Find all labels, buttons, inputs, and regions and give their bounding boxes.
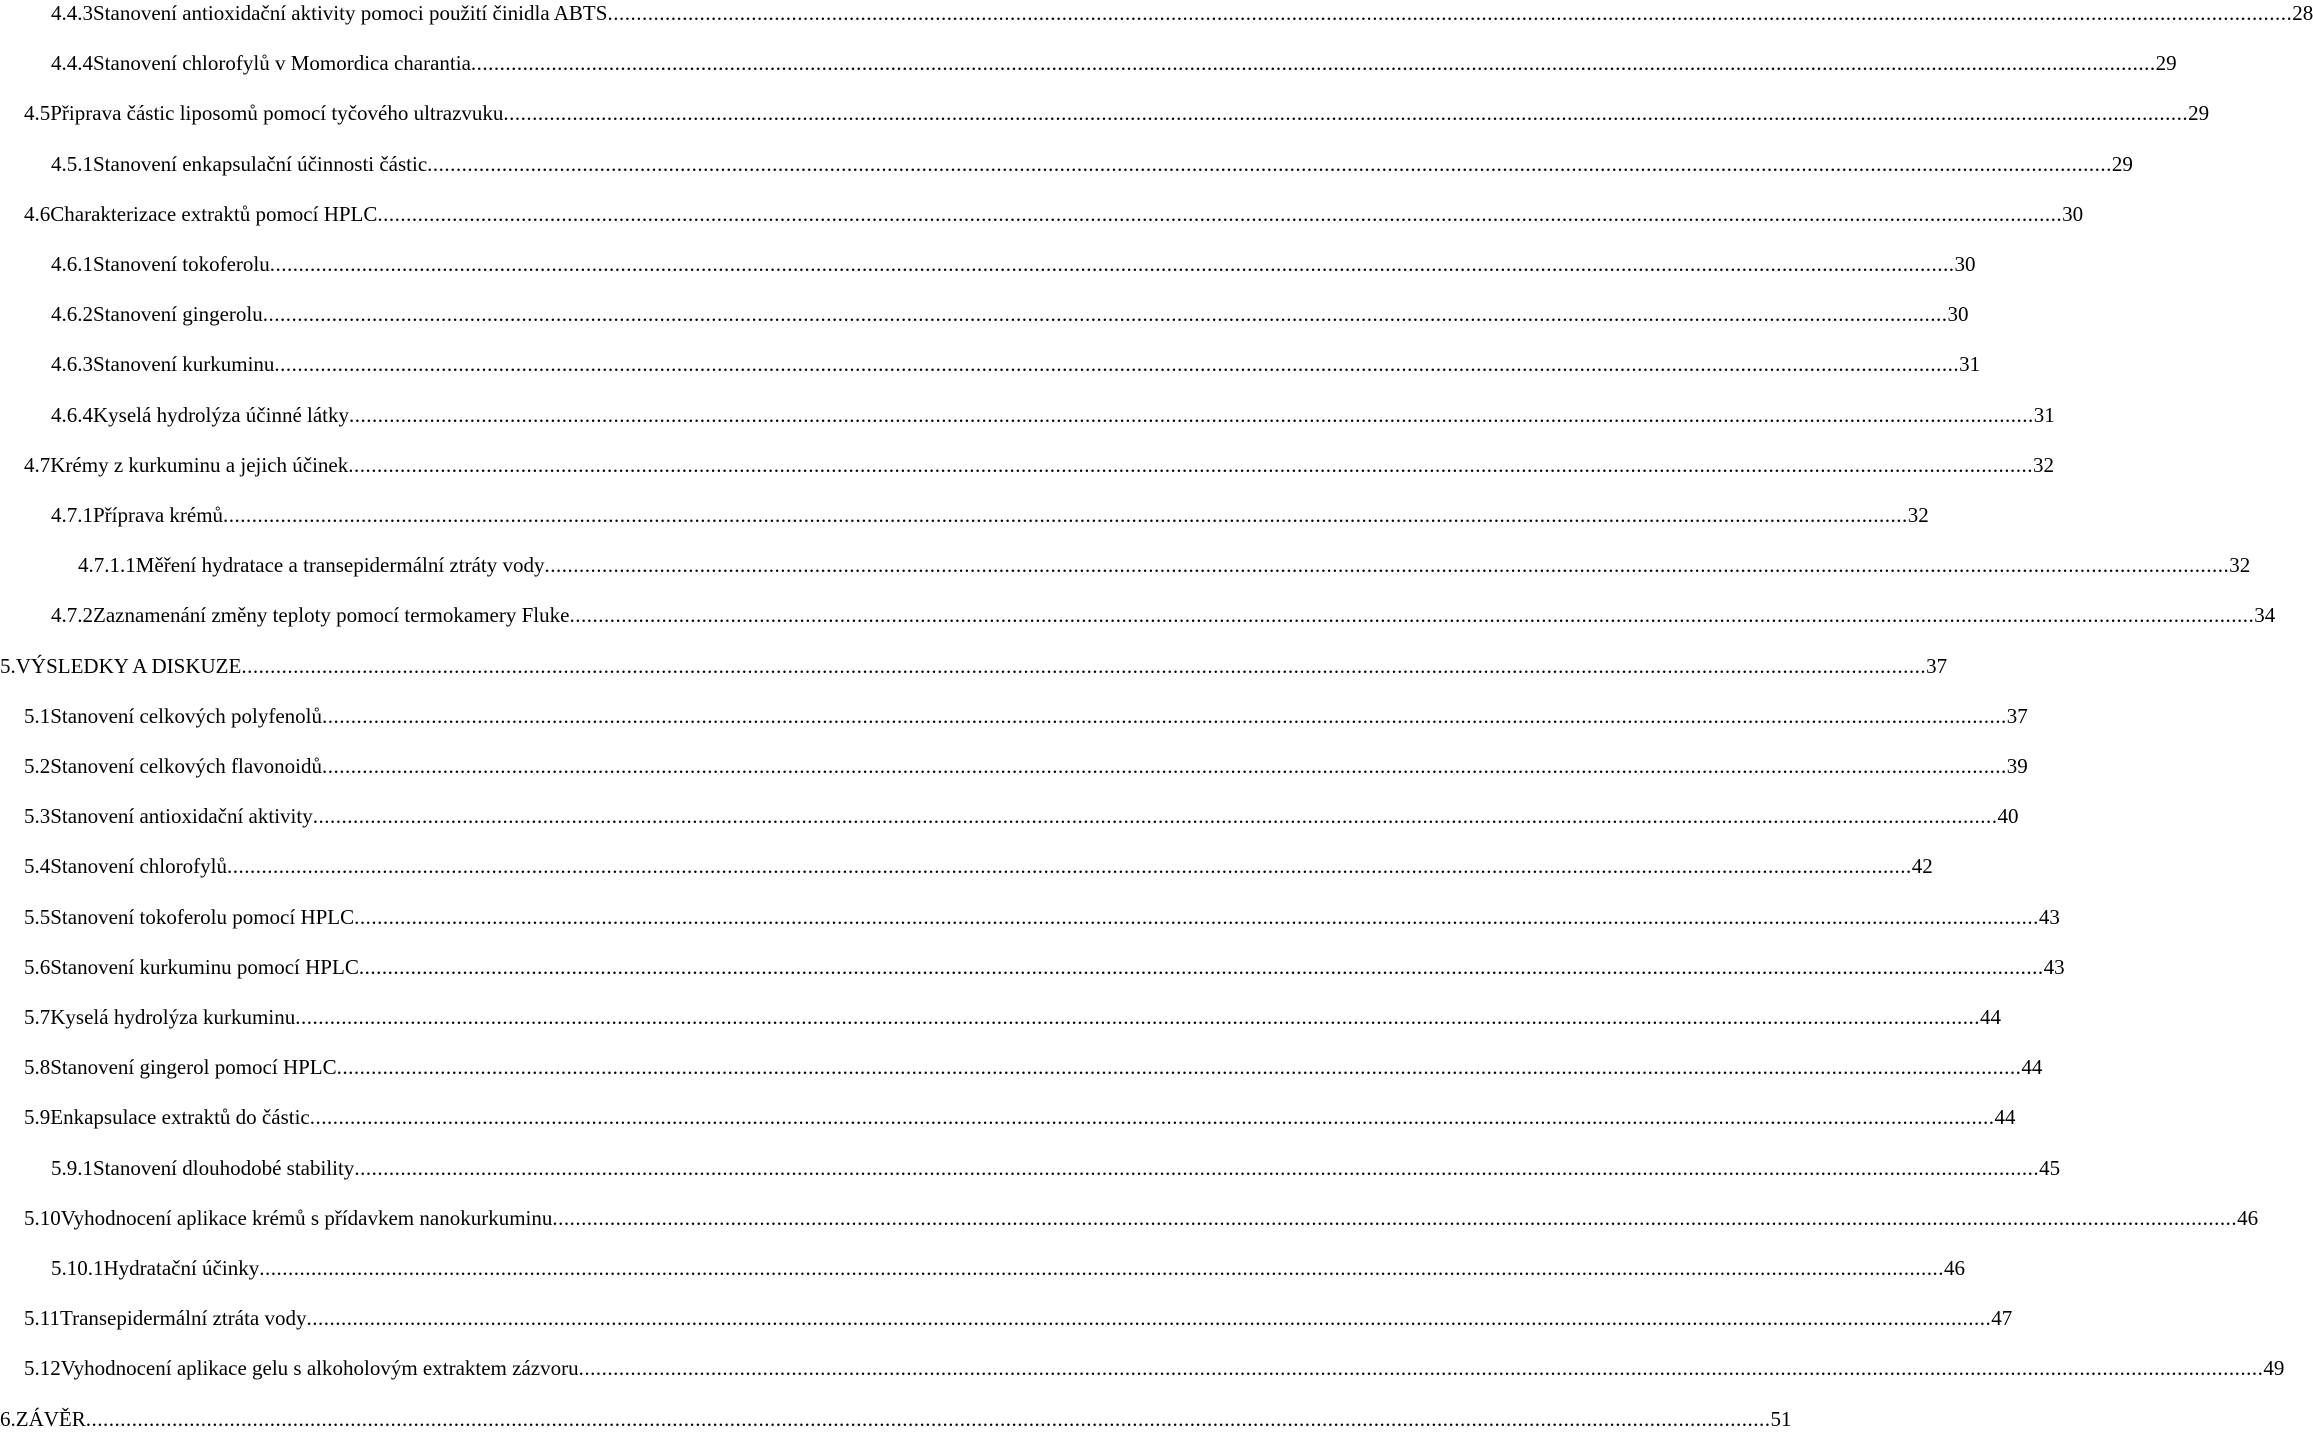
toc-page-number: 43 [2038, 904, 2060, 929]
toc-title: Stanovení gingerol pomocí HPLC [50, 1055, 337, 1080]
toc-title: Enkapsulace extraktů do částic [50, 1105, 310, 1130]
toc-number: 4.6 [24, 201, 51, 226]
toc-title: Kyselá hydrolýza kurkuminu [50, 1005, 296, 1029]
toc-title: Krémy z kurkuminu a jejich účinek [50, 452, 349, 477]
toc-leader-dots [295, 1002, 1980, 1032]
toc-number: 6. [0, 1406, 16, 1431]
toc-entry[interactable] [0, 1404, 1792, 1434]
toc-number: 4.7.1 [51, 503, 93, 527]
toc-leader-dots [86, 1404, 1771, 1434]
toc-page-number: 29 [2188, 101, 2210, 126]
toc-page-number: 32 [1907, 503, 1929, 527]
toc-leader-dots [223, 500, 1908, 530]
toc-leader-dots [322, 751, 2007, 781]
toc-page-number: 29 [2155, 51, 2177, 76]
toc-number: 5.10.1 [51, 1256, 104, 1280]
toc-number: 4.6.3 [51, 352, 93, 377]
toc-number: 5.9.1 [51, 1155, 93, 1180]
toc-title: Stanovení gingerolu [93, 302, 263, 327]
toc-page-number: 45 [2039, 1155, 2061, 1180]
toc-page-number: 37 [2006, 703, 2028, 728]
toc-number: 5.10 [24, 1205, 61, 1230]
toc-title: Připrava částic liposomů pomocí tyčového ultrazvuku [50, 101, 504, 126]
toc-page-number: 30 [2062, 201, 2084, 226]
toc-page-number: 46 [1943, 1256, 1965, 1280]
toc-number: 5.2 [24, 754, 51, 778]
toc-entry[interactable] [24, 1102, 2016, 1132]
toc-leader-dots [579, 1353, 2264, 1383]
toc-entry[interactable] [51, 349, 1981, 379]
toc-leader-dots [306, 1303, 1991, 1333]
toc-title: ZÁVĚR [15, 1406, 86, 1431]
toc-title: Kyselá hydrolýza účinné látky [93, 402, 349, 427]
toc-entry[interactable] [24, 199, 2084, 229]
toc-page-number: 30 [1954, 252, 1976, 276]
toc-number: 4.7.2 [51, 603, 93, 628]
toc-number: 4.6.2 [51, 302, 93, 327]
toc-page-number: 49 [2263, 1356, 2285, 1381]
toc-page-number: 44 [2021, 1055, 2043, 1080]
toc-title: Stanovení celkových flavonoidů [50, 754, 323, 778]
toc-leader-dots [270, 249, 1955, 279]
toc-entry[interactable] [51, 500, 1929, 530]
toc-page-number: 40 [1997, 804, 2019, 829]
toc-leader-dots [349, 400, 2034, 430]
toc-number: 4.4.4 [51, 51, 93, 76]
toc-entry[interactable] [24, 701, 2028, 731]
toc-title: Stanovení kurkuminu pomocí HPLC [50, 954, 359, 979]
toc-leader-dots [471, 48, 2156, 78]
toc-entry[interactable] [24, 902, 2060, 932]
toc-leader-dots [337, 1052, 2022, 1082]
toc-entry[interactable] [51, 1153, 2061, 1183]
toc-number: 5. [0, 653, 16, 678]
toc-entry[interactable] [24, 1303, 2013, 1333]
toc-entry[interactable] [24, 1203, 2259, 1233]
toc-leader-dots [545, 550, 2230, 580]
toc-number: 4.4.3 [51, 1, 93, 25]
toc-title: Charakterizace extraktů pomocí HPLC [50, 201, 378, 226]
toc-number: 5.11 [24, 1306, 60, 1331]
toc-page-number: 31 [2033, 402, 2055, 427]
toc-entry[interactable] [51, 1253, 1965, 1283]
toc-leader-dots [259, 1253, 1944, 1283]
toc-entry[interactable] [51, 249, 1976, 279]
toc-number: 4.5 [24, 101, 51, 126]
toc-entry[interactable] [78, 550, 2251, 580]
toc-number: 5.6 [24, 954, 51, 979]
toc-title: Zaznamenání změny teploty pomocí termokamery Fluke [93, 603, 570, 628]
toc-title: VÝSLEDKY A DISKUZE [15, 653, 242, 678]
toc-entry[interactable] [24, 751, 2028, 781]
toc-leader-dots [227, 851, 1912, 881]
toc-page-number: 47 [1991, 1306, 2013, 1331]
toc-entry[interactable] [24, 801, 2019, 831]
toc-title: Vyhodnocení aplikace krémů s přídavkem nanokurkuminu [60, 1205, 553, 1230]
toc-leader-dots [552, 1203, 2237, 1233]
toc-page-number: 32 [2033, 452, 2054, 477]
toc-title: Stanovení tokoferolu [93, 252, 270, 276]
toc-title: Stanovení tokoferolu pomocí HPLC [50, 904, 355, 929]
toc-entry[interactable] [24, 952, 2065, 982]
toc-number: 4.6.1 [51, 252, 93, 276]
toc-entry[interactable] [51, 299, 1969, 329]
toc-entry[interactable] [24, 1052, 2043, 1082]
toc-page-number: 30 [1947, 302, 1969, 327]
toc-page-number: 44 [1979, 1005, 2001, 1029]
toc-entry[interactable] [51, 48, 2177, 78]
toc-leader-dots [377, 199, 2062, 229]
toc-title: Stanovení kurkuminu [93, 352, 275, 377]
toc-entry[interactable] [24, 1002, 2001, 1032]
toc-title: Měření hydratace a transepidermální ztráty vody [135, 553, 545, 578]
toc-leader-dots [313, 801, 1998, 831]
toc-title: Hydratační účinky [103, 1256, 260, 1280]
toc-entry[interactable] [0, 651, 1948, 681]
toc-page-number: 29 [2111, 151, 2133, 176]
toc-leader-dots [241, 651, 1926, 681]
toc-number: 5.12 [24, 1356, 61, 1381]
toc-title: Vyhodnocení aplikace gelu s alkoholovým extraktem zázvoru [60, 1356, 579, 1381]
toc-number: 4.7 [24, 452, 51, 477]
toc-number: 5.3 [24, 804, 51, 829]
toc-entry[interactable] [24, 450, 2054, 480]
toc-number: 4.6.4 [51, 402, 93, 427]
toc-leader-dots [274, 349, 1959, 379]
toc-leader-dots [354, 1153, 2039, 1183]
toc-title: Stanovení chlorofylů [50, 854, 227, 879]
toc-leader-dots [359, 952, 2044, 982]
toc-page-number: 34 [2254, 603, 2276, 628]
toc-leader-dots [607, 0, 2292, 28]
toc-page-number: 42 [1911, 854, 1933, 879]
toc-title: Transepidermální ztráta vody [59, 1306, 307, 1331]
toc-number: 5.8 [24, 1055, 51, 1080]
toc-page-number: 32 [2229, 553, 2251, 578]
toc-entry[interactable] [51, 400, 2055, 430]
toc-title: Stanovení antioxidační aktivity pomoci použití činidla ABTS [93, 1, 608, 25]
toc-leader-dots [322, 701, 2007, 731]
toc-entry[interactable] [24, 851, 1933, 881]
toc-title: Stanovení enkapsulační účinnosti částic [93, 151, 428, 176]
toc-number: 4.7.1.1 [78, 553, 136, 578]
toc-entry[interactable] [51, 0, 2313, 28]
toc-leader-dots [310, 1102, 1995, 1132]
toc-leader-dots [348, 450, 2033, 480]
toc-leader-dots [427, 149, 2112, 179]
toc-entry[interactable] [51, 600, 2276, 630]
toc-leader-dots [263, 299, 1948, 329]
toc-title: Stanovení antioxidační aktivity [50, 804, 313, 829]
toc-page-number: 43 [2043, 954, 2065, 979]
toc-page-number: 44 [1994, 1105, 2016, 1130]
toc-number: 5.5 [24, 904, 51, 929]
toc-page-number: 31 [1959, 352, 1981, 377]
toc-number: 5.4 [24, 854, 51, 879]
toc-leader-dots [569, 600, 2254, 630]
toc-title: Stanovení celkových polyfenolů [50, 703, 323, 728]
toc-leader-dots [503, 98, 2188, 128]
toc-page-number: 28 [2292, 1, 2313, 25]
toc-page-number: 51 [1770, 1406, 1792, 1431]
toc-entry[interactable] [51, 149, 2133, 179]
toc-number: 5.1 [24, 703, 51, 728]
toc-title: Stanovení chlorofylů v Momordica charantia [93, 51, 471, 76]
toc-entry[interactable] [24, 98, 2210, 128]
toc-leader-dots [354, 902, 2039, 932]
toc-number: 5.9 [24, 1105, 51, 1130]
toc-entry[interactable] [24, 1353, 2285, 1383]
toc-title: Stanovení dlouhodobé stability [93, 1155, 355, 1180]
toc-number: 4.5.1 [51, 151, 93, 176]
toc-page-number: 46 [2237, 1205, 2259, 1230]
toc-page-number: 39 [2006, 754, 2028, 778]
toc-title: Příprava krémů [93, 503, 224, 527]
toc-number: 5.7 [24, 1005, 51, 1029]
toc-page-number: 37 [1926, 653, 1948, 678]
